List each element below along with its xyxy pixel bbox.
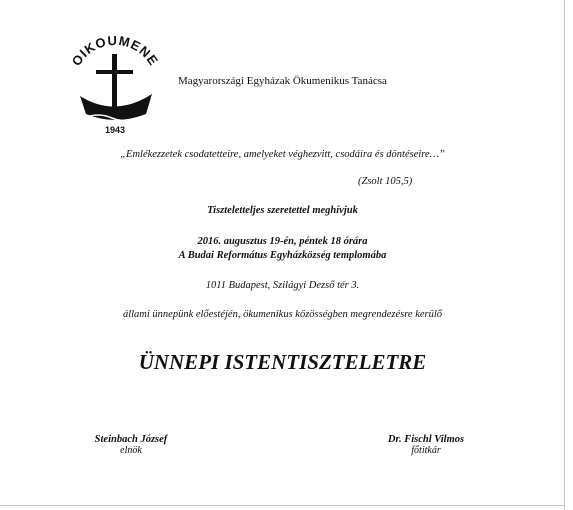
bible-quote: „Emlékezzetek csodatetteire, amelyeket véghezvitt, csodáira és döntéseire…” bbox=[120, 149, 445, 160]
organization-name: Magyarországi Egyházak Ökumenikus Tanácsa bbox=[178, 75, 387, 87]
invitation-line: Tiszteletteljes szeretettel meghívjuk bbox=[207, 205, 358, 216]
logo-text: OIKOUMENE bbox=[68, 32, 162, 69]
signer-role: főtitkár bbox=[411, 445, 441, 456]
signer-role: elnök bbox=[120, 445, 142, 456]
venue-address: 1011 Budapest, Szilágyi Dezső tér 3. bbox=[205, 280, 360, 291]
signer-right bbox=[381, 434, 471, 456]
page-border-bottom bbox=[0, 505, 565, 506]
event-venue: A Budai Református Egyházközség templomába bbox=[178, 250, 387, 261]
event-date: 2016. augusztus 19-én, péntek 18 órára bbox=[197, 236, 368, 247]
signer-left bbox=[88, 434, 174, 456]
occasion-text: állami ünnepünk előestéjén, ökumenikus közösségben megrendezésre kerülő bbox=[122, 309, 443, 320]
oikoumene-logo bbox=[60, 30, 170, 140]
signer-name: Dr. Fischl Vilmos bbox=[387, 434, 465, 445]
event-headline: ÜNNEPI ISTENTISZTELETRE bbox=[138, 350, 427, 374]
logo-year: 1943 bbox=[104, 125, 126, 135]
signer-name: Steinbach József bbox=[94, 434, 168, 445]
quote-reference: (Zsolt 105,5) bbox=[358, 176, 413, 187]
